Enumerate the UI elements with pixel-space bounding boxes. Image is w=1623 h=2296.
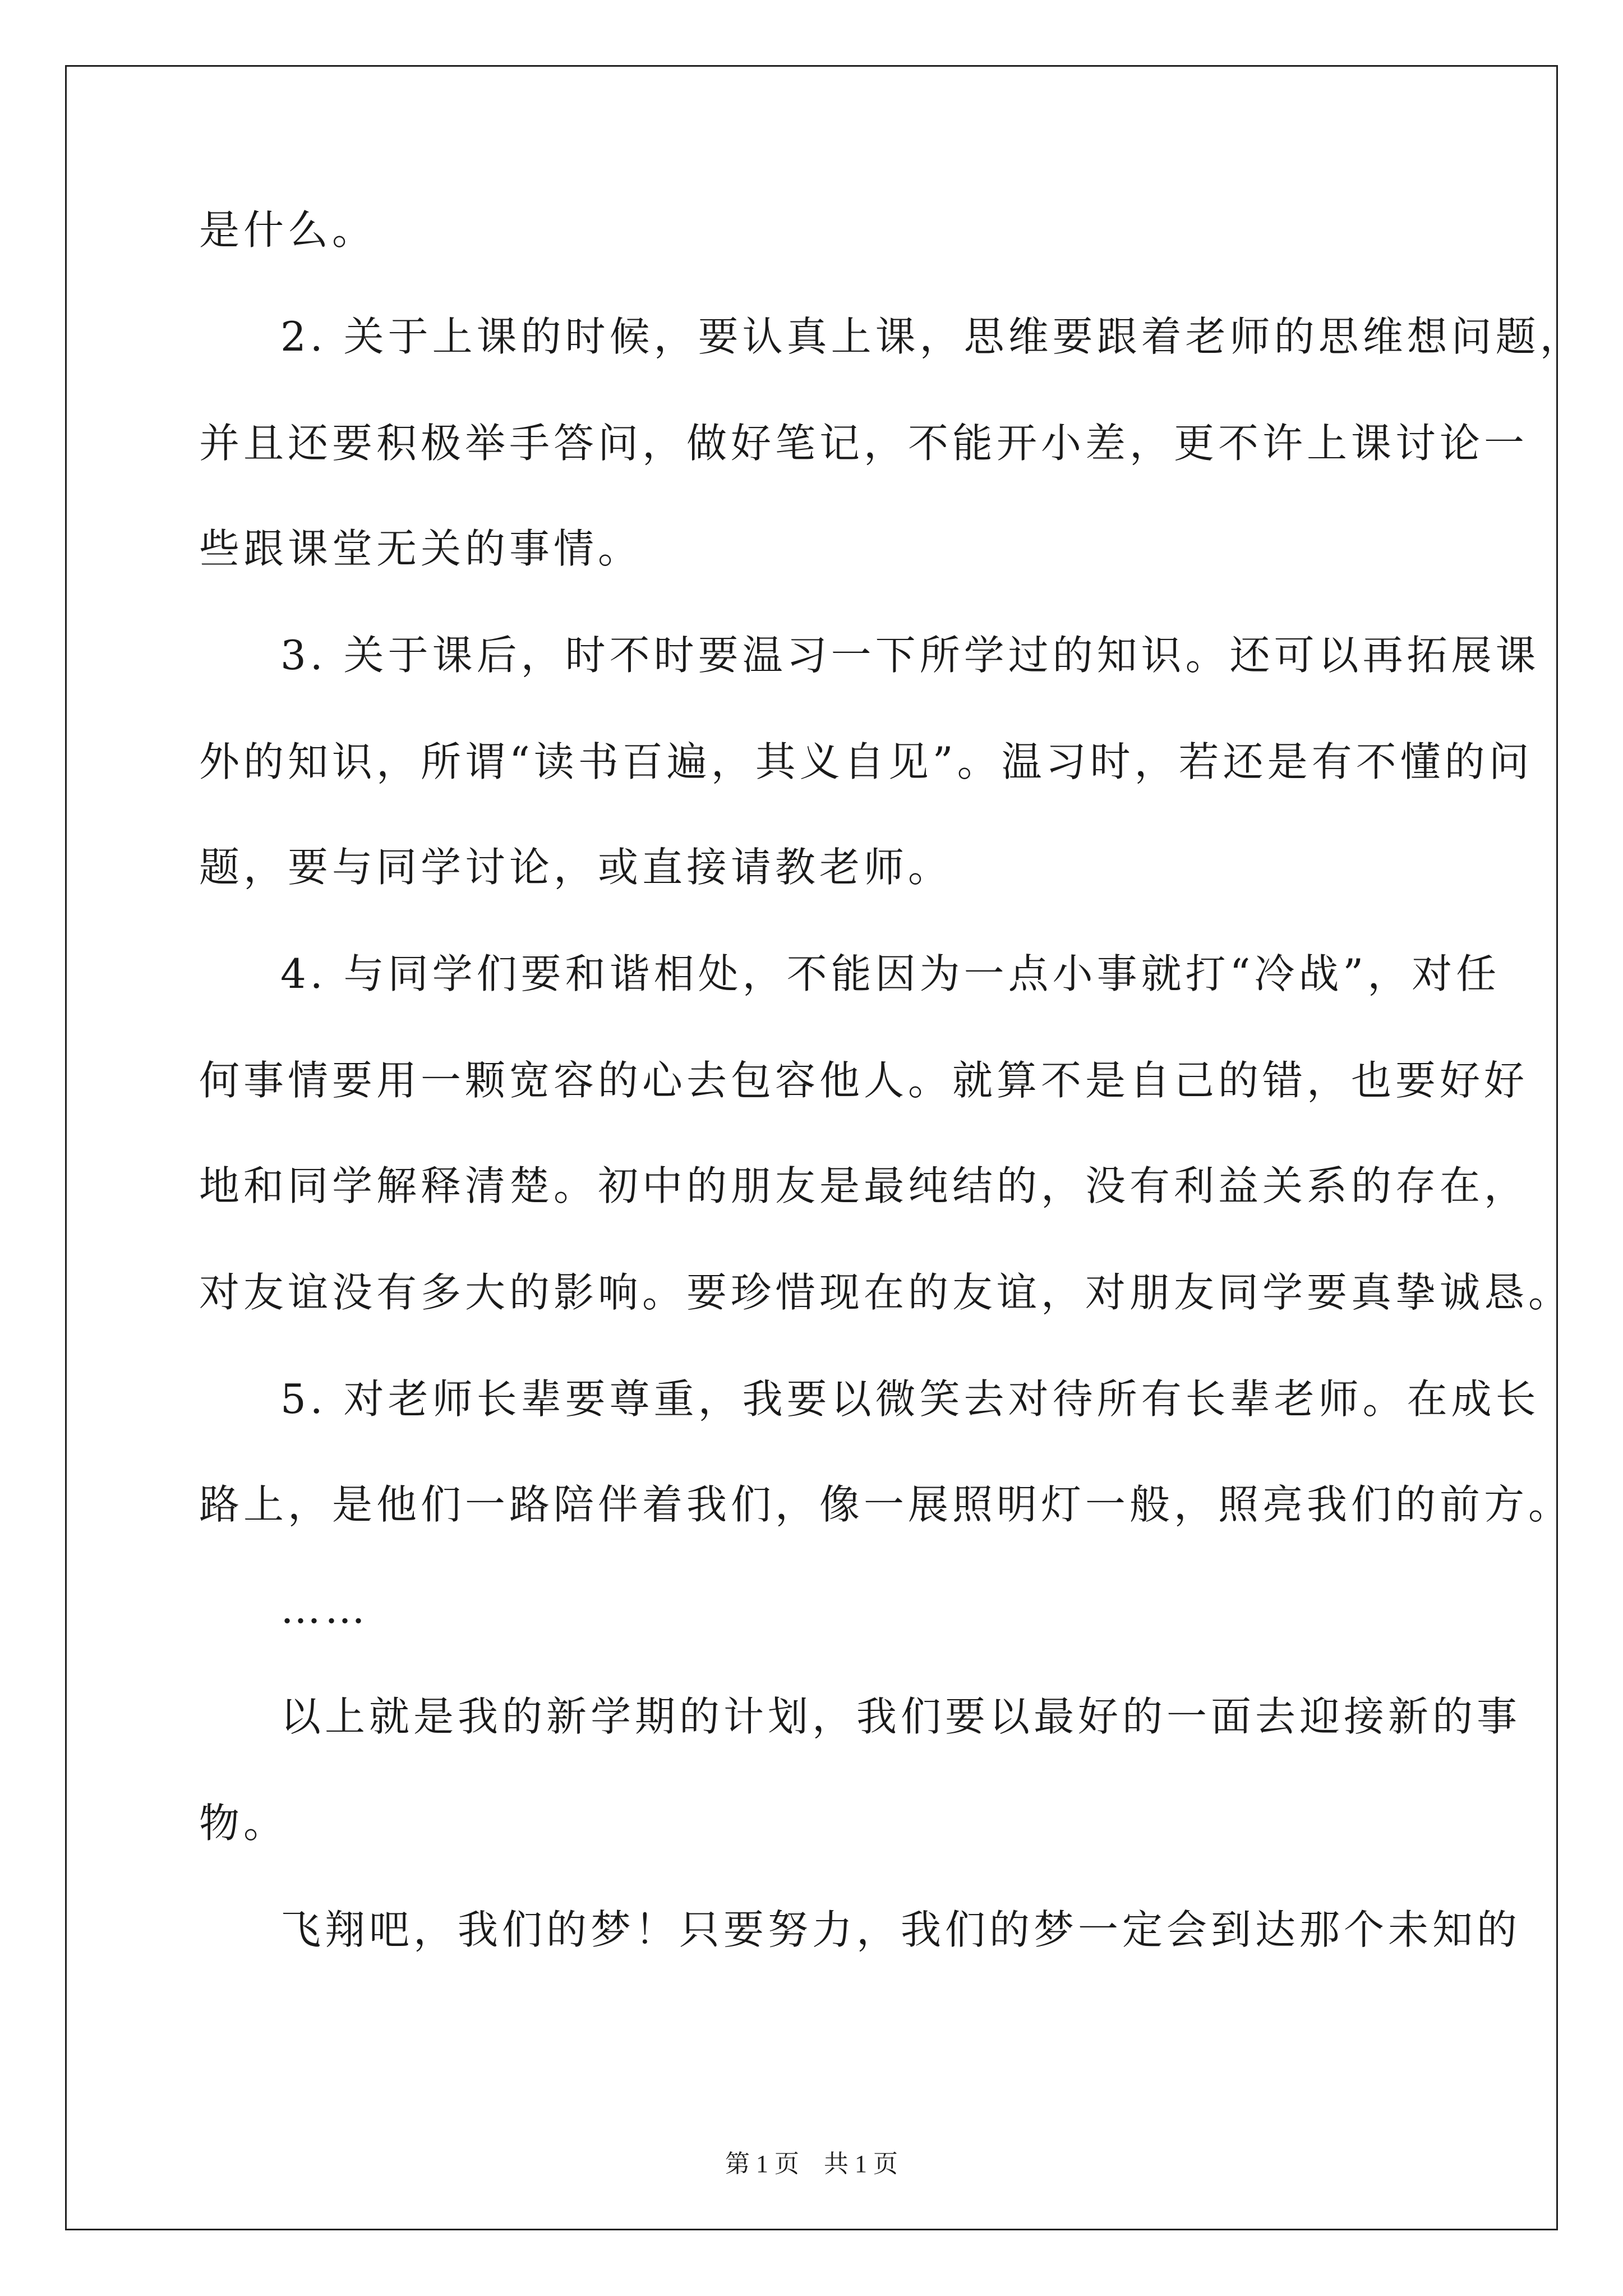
text-line-6: 外的知识，所谓“读书百遍，其义自见”。温习时，若还是有不懂的问 xyxy=(199,738,1533,785)
text-line-8: 4. 与同学们要和谐相处，不能因为一点小事就打“冷战”，对任 xyxy=(280,950,1501,997)
page-number-footer: 第 1 页 共 1 页 xyxy=(725,2150,898,2178)
text-line-12: 5. 对老师长辈要尊重，我要以微笑去对待所有长辈老师。在成长 xyxy=(280,1375,1540,1423)
text-line-2: 2. 关于上课的时候，要认真上课，思维要跟着老师的思维想问题， xyxy=(280,313,1584,360)
text-line-17: 飞翔吧，我们的梦！只要努力，我们的梦一定会到达那个未知的 xyxy=(280,1906,1521,1953)
text-line-15: 以上就是我的新学期的计划，我们要以最好的一面去迎接新的事 xyxy=(280,1693,1521,1740)
text-line-4: 些跟课堂无关的事情。 xyxy=(199,525,643,572)
text-line-5: 3. 关于课后，时不时要温习一下所学过的知识。还可以再拓展课 xyxy=(280,632,1540,679)
text-line-3: 并且还要积极举手答问，做好笔记，不能开小差，更不许上课讨论一 xyxy=(199,420,1529,467)
text-line-9: 何事情要用一颗宽容的心去包容他人。就算不是自己的错，也要好好 xyxy=(199,1057,1529,1104)
text-line-11: 对友谊没有多大的影响。要珍惜现在的友谊，对朋友同学要真挚诚恳。 xyxy=(199,1269,1573,1316)
text-line-10: 地和同学解释清楚。初中的朋友是最纯结的，没有利益关系的存在， xyxy=(199,1162,1529,1209)
text-line-16: 物。 xyxy=(199,1800,288,1847)
text-line-13: 路上，是他们一路陪伴着我们，像一展照明灯一般，照亮我们的前方。 xyxy=(199,1481,1573,1528)
text-line-7: 题，要与同学讨论，或直接请教老师。 xyxy=(199,844,953,891)
text-line-1: 是什么。 xyxy=(199,206,377,254)
text-line-14: …… xyxy=(280,1585,369,1632)
